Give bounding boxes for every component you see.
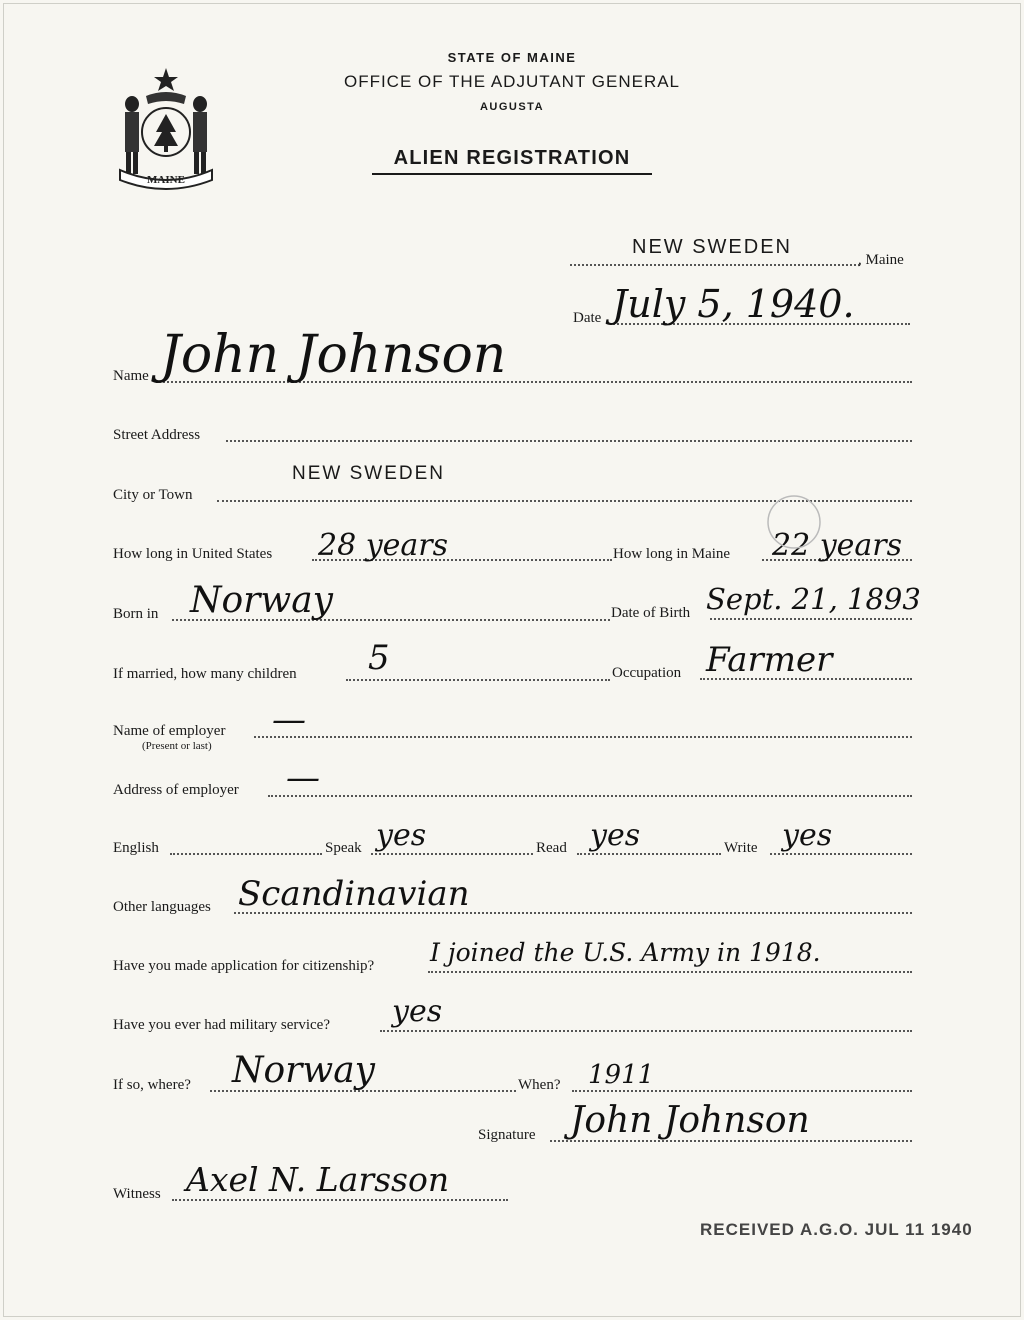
other-languages-label: Other languages — [113, 899, 211, 915]
children-label: If married, how many children — [113, 666, 297, 682]
header-state: STATE OF MAINE — [447, 50, 577, 65]
years-maine-value[interactable]: 22 years — [772, 528, 903, 563]
born-value[interactable]: Norway — [190, 580, 333, 621]
witness-label: Witness — [113, 1186, 161, 1202]
citizenship-label: Have you made application for citizenship? — [113, 958, 375, 974]
pencil-circle-mark — [764, 494, 824, 554]
speak-label: Speak — [325, 840, 362, 856]
header-city: AUGUSTA — [479, 101, 545, 113]
years-us-value[interactable]: 28 years — [318, 528, 449, 563]
when-dots — [572, 1090, 912, 1092]
street-label: Street Address — [113, 427, 201, 443]
speak-value[interactable]: yes — [376, 818, 427, 853]
english-label: English — [113, 840, 159, 856]
where-value[interactable]: Norway — [232, 1050, 375, 1091]
years-maine-label: How long in Maine — [613, 546, 731, 562]
place-suffix: , Maine — [858, 252, 904, 268]
town-stamp: NEW SWEDEN — [632, 236, 792, 258]
dob-dots — [710, 618, 912, 620]
header-office: OFFICE OF THE ADJUTANT GENERAL — [343, 72, 681, 91]
citizenship-dots — [428, 971, 912, 973]
children-value[interactable]: 5 — [368, 638, 390, 678]
employer-address-value[interactable]: — — [286, 758, 320, 798]
date-label: Date — [573, 310, 602, 326]
employer-sublabel: (Present or last) — [142, 740, 212, 752]
employer-address-label: Address of employer — [113, 782, 239, 798]
place-dots — [570, 264, 860, 266]
citizenship-value[interactable]: I joined the U.S. Army in 1918. — [430, 938, 821, 967]
city-label: City or Town — [113, 487, 193, 503]
signature-value[interactable]: John Johnson — [570, 1100, 810, 1141]
english-dots — [170, 853, 322, 855]
where-label: If so, where? — [113, 1077, 191, 1093]
employer-address-dots — [268, 795, 912, 797]
write-dots — [770, 853, 912, 855]
received-stamp: RECEIVED A.G.O. JUL 11 1940 — [700, 1220, 973, 1239]
occupation-label: Occupation — [612, 665, 682, 681]
street-dots — [226, 440, 912, 442]
signature-label: Signature — [478, 1127, 536, 1143]
write-value[interactable]: yes — [782, 818, 833, 853]
when-label: When? — [518, 1077, 561, 1093]
name-value[interactable]: John Johnson — [160, 325, 507, 385]
dob-label: Date of Birth — [611, 605, 691, 621]
born-label: Born in — [113, 606, 159, 622]
military-dots — [380, 1030, 912, 1032]
date-value[interactable]: July 5, 1940. — [612, 282, 855, 326]
occupation-value[interactable]: Farmer — [706, 640, 833, 680]
city-value[interactable]: NEW SWEDEN — [292, 463, 445, 484]
employer-value[interactable]: — — [272, 700, 306, 740]
children-dots — [346, 679, 610, 681]
read-value[interactable]: yes — [590, 818, 641, 853]
name-label: Name — [113, 368, 149, 384]
form-title: ALIEN REGISTRATION — [372, 147, 652, 175]
witness-value[interactable]: Axel N. Larsson — [186, 1160, 450, 1199]
employer-dots — [254, 736, 912, 738]
write-label: Write — [724, 840, 758, 856]
military-value[interactable]: yes — [392, 994, 443, 1029]
other-languages-value[interactable]: Scandinavian — [238, 874, 470, 914]
years-us-label: How long in United States — [113, 546, 273, 562]
dob-value[interactable]: Sept. 21, 1893 — [706, 582, 921, 616]
employer-label: Name of employer — [113, 723, 226, 739]
page-border — [3, 3, 1021, 1317]
when-value[interactable]: 1911 — [588, 1060, 655, 1090]
military-label: Have you ever had military service? — [113, 1017, 330, 1033]
speak-dots — [371, 853, 533, 855]
read-label: Read — [536, 840, 567, 856]
witness-dots — [172, 1199, 508, 1201]
svg-text:MAINE: MAINE — [147, 174, 185, 186]
read-dots — [577, 853, 721, 855]
